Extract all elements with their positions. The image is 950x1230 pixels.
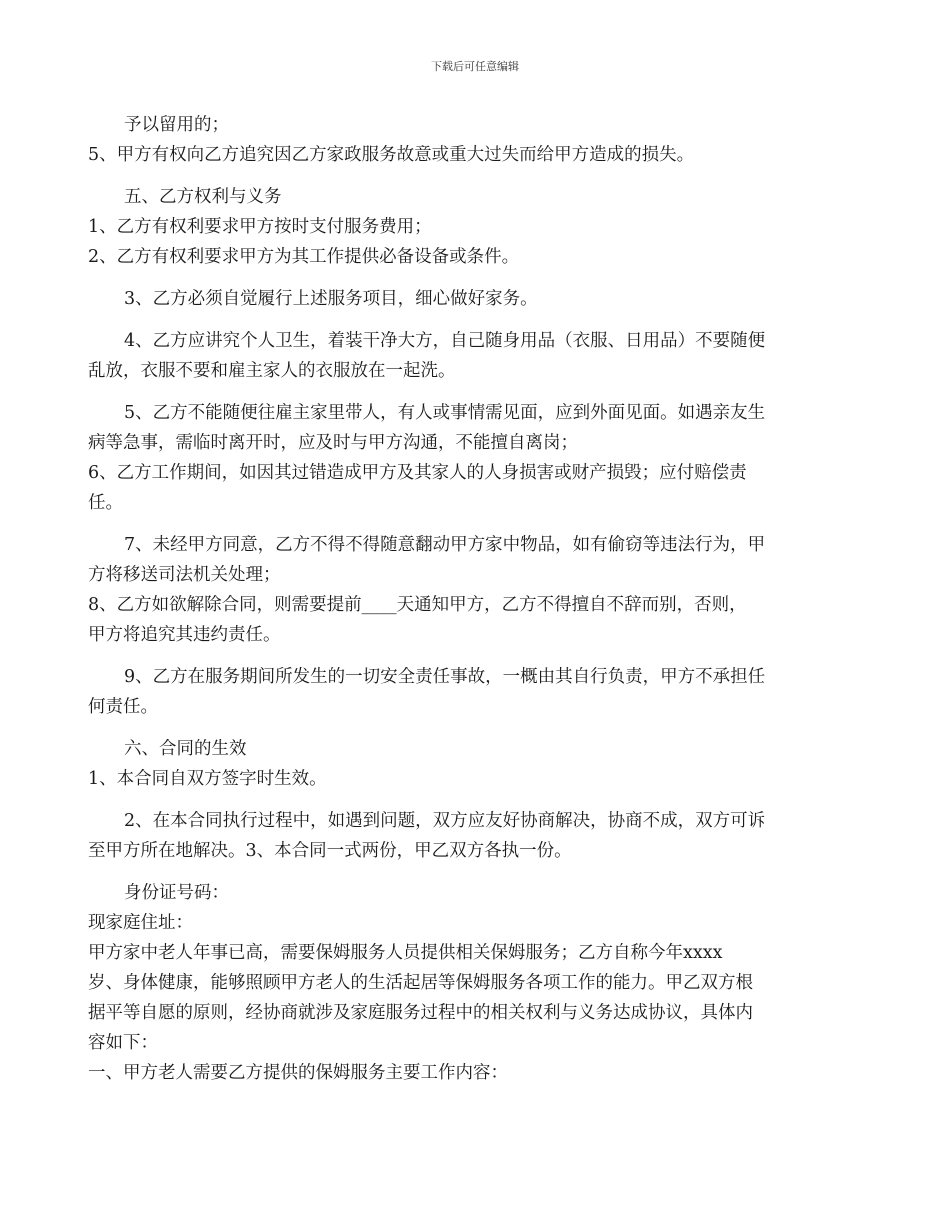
text-line: 9、乙方在服务期间所发生的一切安全责任事故，一概由其自行负责，甲方不承担任 [124,667,766,687]
paragraph [88,1058,864,1088]
text-line: 8、乙方如欲解除合同，则需要提前____天通知甲方，乙方不得擅自不辞而别，否则， [88,595,747,615]
text-line: 4、乙方应讲究个人卫生，着装干净大方，自己随身用品（衣服、日用品）不要随便 [124,331,766,351]
paragraph [88,734,864,764]
paragraph [88,878,864,908]
text-line: 1、本合同自双方签字时生效。 [88,769,327,789]
paragraph [88,764,864,794]
text-line: 任。 [88,493,123,513]
paragraph [88,110,864,140]
text-line: 岁、身体健康，能够照顾甲方老人的生活起居等保姆服务各项工作的能力。甲乙双方根 [88,973,753,993]
text-line: 身份证号码： [124,883,229,903]
paragraph [88,458,864,518]
paragraph [88,908,864,938]
text-line: 五、乙方权利与义务 [124,187,282,207]
paragraph [88,398,864,458]
text-line: 6、乙方工作期间，如因其过错造成甲方及其家人的人身损害或财产损毁；应付赔偿责 [88,463,747,483]
paragraph [88,662,864,722]
text-line: 2、乙方有权利要求甲方为其工作提供必备设备或条件。 [88,247,520,267]
document-body [88,110,864,1088]
text-line: 方将移送司法机关处理； [88,565,281,585]
text-line: 何责任。 [88,697,158,717]
page-header: 下载后可任意编辑 [431,60,519,73]
paragraph [88,212,864,242]
paragraph [88,140,864,170]
paragraph [88,806,864,866]
text-line: 予以留用的； [124,115,229,135]
text-line: 病等急事，需临时离开时，应及时与甲方沟通，不能擅自离岗； [88,433,578,453]
text-line: 现家庭住址： [88,913,193,933]
text-line: 甲方家中老人年事已高，需要保姆服务人员提供相关保姆服务；乙方自称今年xxxx [88,943,723,963]
text-line: 一、甲方老人需要乙方提供的保姆服务主要工作内容： [88,1063,508,1083]
paragraph [88,530,864,590]
text-line: 至甲方所在地解决。3、本合同一式两份，甲乙双方各执一份。 [88,841,572,861]
paragraph [88,242,864,272]
paragraph [88,590,864,650]
paragraph [88,182,864,212]
paragraph [88,938,864,1058]
paragraph [88,284,864,314]
text-line: 5、乙方不能随便往雇主家里带人，有人或事情需见面，应到外面见面。如遇亲友生 [124,403,766,423]
text-line: 六、合同的生效 [124,739,247,759]
text-line: 容如下： [88,1033,158,1053]
text-line: 1、乙方有权利要求甲方按时支付服务费用； [88,217,432,237]
paragraph [88,326,864,386]
text-line: 7、未经甲方同意，乙方不得不得随意翻动甲方家中物品，如有偷窃等违法行为，甲 [124,535,766,555]
text-line: 5、甲方有权向乙方追究因乙方家政服务故意或重大过失而给甲方造成的损失。 [88,145,695,165]
text-line: 3、乙方必须自觉履行上述服务项目，细心做好家务。 [124,289,538,309]
text-line: 据平等自愿的原则，经协商就涉及家庭服务过程中的相关权利与义务达成协议，具体内 [88,1003,753,1023]
text-line: 甲方将追究其违约责任。 [88,625,281,645]
text-line: 2、在本合同执行过程中，如遇到问题，双方应友好协商解决，协商不成，双方可诉 [124,811,766,831]
text-line: 乱放，衣服不要和雇主家人的衣服放在一起洗。 [88,361,456,381]
